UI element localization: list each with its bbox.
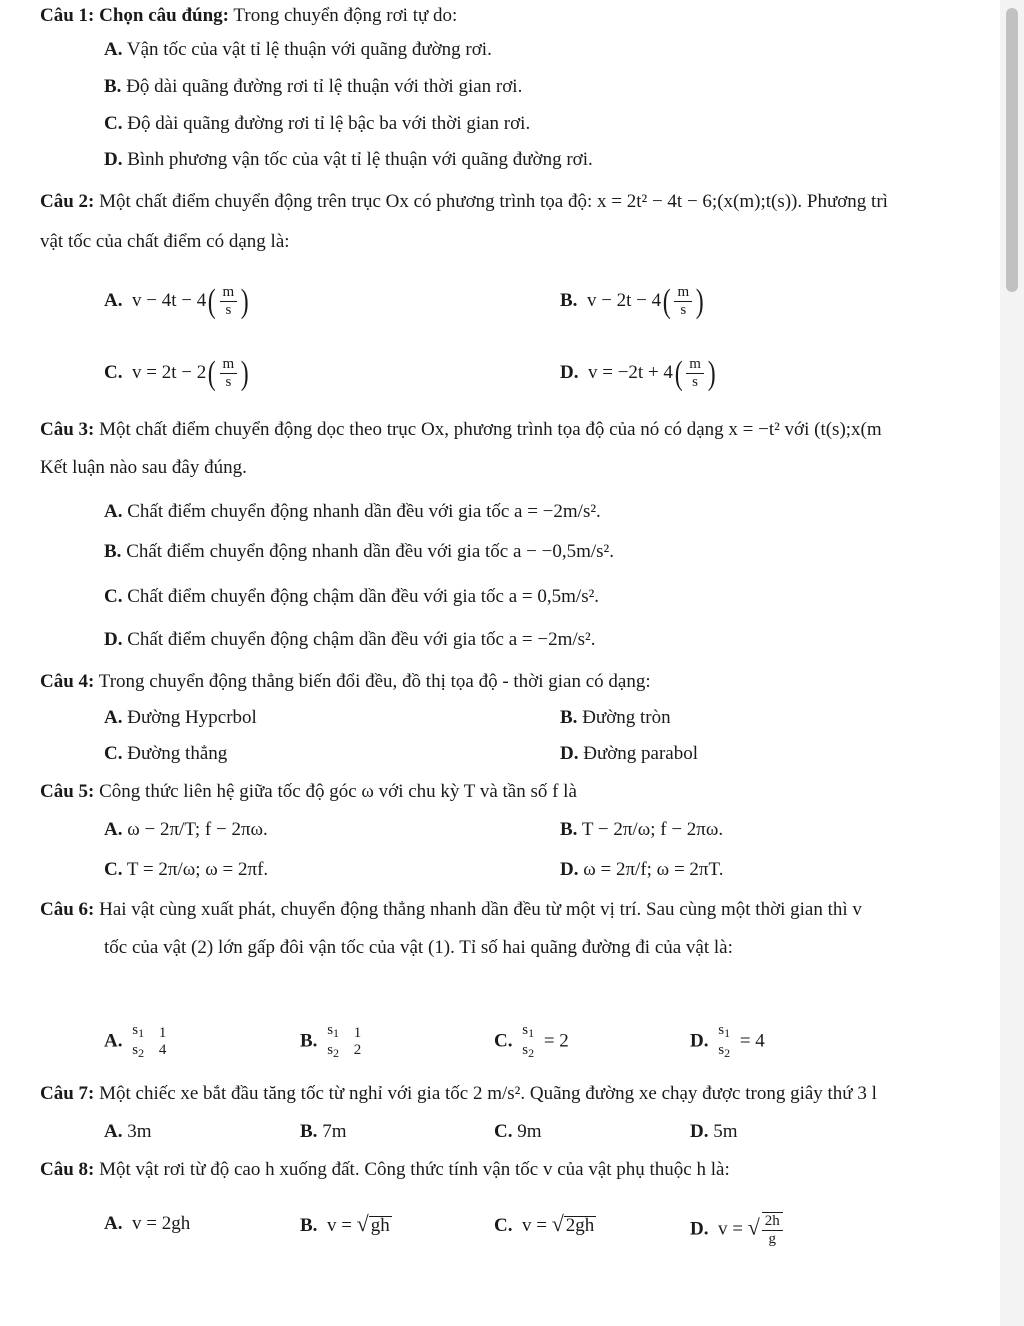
question-8: Câu 8: Một vật rơi từ độ cao h xuống đất. Công thức tính vận tốc v của vật phụ thuộc h là:	[40, 1159, 730, 1180]
question-6: Câu 6: Hai vật cùng xuất phát, chuyển động thẳng nhanh dần đều từ một vị trí. Sau cùng một thời gian thì v	[40, 899, 862, 920]
question-3-continuation: Kết luận nào sau đây đúng.	[40, 457, 247, 478]
q2-option-d: D. v = −2t + 4( $\frac{m}{s}$ )	[560, 354, 716, 392]
q3-option-b: B. Chất điểm chuyển động nhanh dần đều với gia tốc a − −0,5m/s².	[104, 541, 614, 562]
q3-option-a: A. Chất điểm chuyển động nhanh dần đều với gia tốc a = −2m/s².	[104, 501, 601, 522]
q3-option-c: C. Chất điểm chuyển động chậm dần đều với gia tốc a = 0,5m/s².	[104, 586, 600, 607]
scrollbar[interactable]	[1000, 0, 1024, 1326]
q6-option-a: A. $s_1$ $s_2$ 1 4	[104, 1022, 167, 1060]
question-text: Trong chuyển động rơi tự do:	[229, 5, 458, 26]
q5-option-d: D. ω = 2π/f; ω = 2πT.	[560, 859, 724, 880]
question-2-continuation: vật tốc của chất điểm có dạng là:	[40, 231, 290, 252]
q1-option-b: B. Độ dài quãng đường rơi tỉ lệ thuận với thời gian rơi.	[104, 76, 523, 97]
question-7: Câu 7: Một chiếc xe bắt đầu tăng tốc từ nghỉ với gia tốc 2 m/s². Quãng đường xe chạy được trong giây thứ 3 l	[40, 1083, 877, 1104]
q1-option-a: A. Vận tốc của vật tỉ lệ thuận với quãng đường rơi.	[104, 39, 492, 60]
question-5: Câu 5: Công thức liên hệ giữa tốc độ góc ω với chu kỳ T và tần số f là	[40, 781, 577, 802]
question-2: Câu 2: Một chất điểm chuyển động trên trục Ox có phương trình tọa độ: x = 2t² − 4t − 6;(x(m);t(s)). Phương trì	[40, 191, 888, 212]
q2-option-c: C. v = 2t − 2( $\frac{m}{s}$ )	[104, 354, 249, 392]
q7-option-a: A. 3m	[104, 1121, 152, 1142]
q4-option-a: A. Đường Hypcrbol	[104, 707, 257, 728]
q5-option-a: A. ω − 2π/T; f − 2πω.	[104, 819, 268, 840]
q7-option-d: D. 5m	[690, 1121, 738, 1142]
question-number: Câu 1:	[40, 5, 95, 26]
question-bold-prompt: Chọn câu đúng:	[94, 5, 230, 26]
question-number: Câu 2:	[40, 191, 95, 212]
scrollbar-thumb[interactable]	[1006, 8, 1018, 292]
question-number: Câu 3:	[40, 419, 95, 440]
question-1	[40, 4, 457, 28]
q6-option-c: C. $s_1$ $s_2$ = 2	[494, 1022, 569, 1060]
question-6-continuation: tốc của vật (2) lớn gấp đôi vận tốc của vật (1). Tỉ số hai quãng đường đi của vật là:	[104, 937, 733, 958]
question-number: Câu 7:	[40, 1083, 95, 1104]
question-number: Câu 8:	[40, 1159, 95, 1180]
question-number: Câu 6:	[40, 899, 95, 920]
q7-option-b: B. 7m	[300, 1121, 347, 1142]
q4-option-b: B. Đường tròn	[560, 707, 671, 728]
equation: x = −t² với (t(s);x(m	[728, 419, 882, 440]
question-4: Câu 4: Trong chuyển động thẳng biến đổi đều, đồ thị tọa độ - thời gian có dạng:	[40, 671, 651, 692]
question-3: Câu 3: Một chất điểm chuyển động dọc theo trục Ox, phương trình tọa độ của nó có dạng x = −t² với (t(s);x(m	[40, 419, 882, 440]
q1-option-d: D. Bình phương vận tốc của vật tỉ lệ thuận với quãng đường rơi.	[104, 149, 593, 170]
q2-option-b: B. v − 2t − 4( $\frac{m}{s}$ )	[560, 282, 704, 320]
question-number: Câu 4:	[40, 671, 95, 692]
q1-option-c: C. Độ dài quãng đường rơi tỉ lệ bậc ba với thời gian rơi.	[104, 113, 531, 134]
q3-option-d: D. Chất điểm chuyển động chậm dần đều với gia tốc a = −2m/s².	[104, 629, 596, 650]
q8-option-d: D. v = √ $\frac{2h}{g}$	[690, 1212, 785, 1248]
q5-option-b: B. T − 2π/ω; f − 2πω.	[560, 819, 724, 840]
q4-option-d: D. Đường parabol	[560, 743, 699, 764]
question-number: Câu 5:	[40, 781, 95, 802]
q8-option-a: A. v = 2gh	[104, 1213, 191, 1234]
q6-option-b: B. $s_1$ $s_2$ 1 2	[300, 1022, 362, 1060]
equation: x = 2t² − 4t − 6;(x(m);t(s)).	[597, 191, 803, 212]
q2-option-a: A. v − 4t − 4( $\frac{m}{s}$ )	[104, 282, 249, 320]
q5-option-c: C. T = 2π/ω; ω = 2πf.	[104, 859, 269, 880]
q7-option-c: C. 9m	[494, 1121, 542, 1142]
q6-option-d: D. $s_1$ $s_2$ = 4	[690, 1022, 765, 1060]
q8-option-b: B. v = √ gh	[300, 1211, 390, 1236]
q8-option-c: C. v = √ 2gh	[494, 1211, 595, 1236]
q4-option-c: C. Đường thẳng	[104, 743, 228, 764]
